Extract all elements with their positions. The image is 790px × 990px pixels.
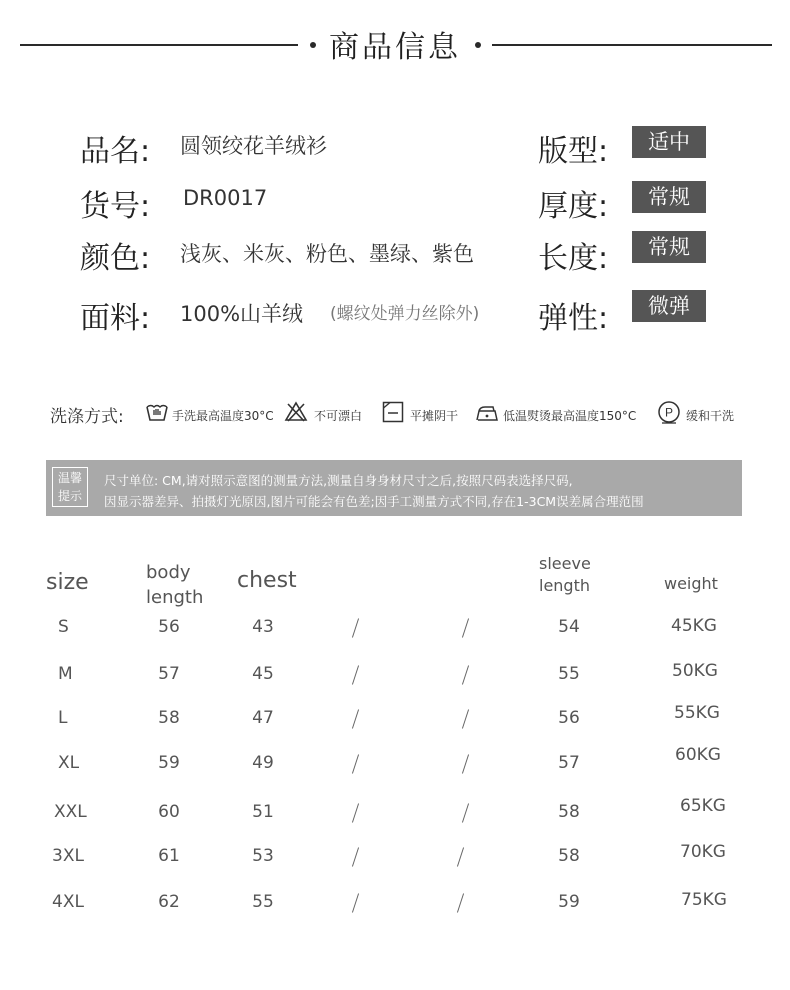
spec-length-label: 长度:: [538, 241, 609, 276]
row-xl-chest: 49: [252, 753, 274, 773]
spec-elasticity-value: 微弹: [632, 290, 706, 322]
product-name-value: 圆领绞花羊绒衫: [180, 134, 327, 158]
row-l-body-length: 58: [158, 708, 180, 728]
notice-badge: [52, 467, 88, 507]
row-s-weight: 45KG: [671, 616, 717, 636]
header-body-length-2: length: [146, 587, 204, 608]
low-iron-icon: [475, 402, 499, 428]
row-m-col5-slash: [462, 665, 469, 684]
row-3xl-chest: 53: [252, 846, 274, 866]
row-4xl-weight: 75KG: [681, 890, 727, 910]
row-s-size: S: [58, 617, 69, 637]
row-xxl-body-length: 60: [158, 802, 180, 822]
product-color-label: 颜色:: [80, 241, 151, 276]
row-s-col4-slash: [352, 618, 359, 637]
spec-thickness-label: 厚度:: [538, 189, 609, 224]
spec-thickness-value: 常规: [632, 181, 706, 213]
care-text-dry-clean: 缓和干洗: [686, 409, 735, 423]
row-l-sleeve: 56: [558, 708, 580, 728]
row-m-col4-slash: [352, 665, 359, 684]
notice-badge-line1: 温馨: [57, 471, 82, 485]
notice-text-line2: 因显示器差异、拍摄灯光原因,图片可能会有色差;因手工测量方式不同,存在1-3CM误差属合理范围: [104, 494, 644, 509]
row-xl-col5-slash: [462, 754, 469, 773]
row-3xl-size: 3XL: [52, 846, 84, 866]
row-3xl-col4-slash: [352, 847, 359, 866]
row-xxl-weight: 65KG: [680, 796, 726, 816]
row-xl-weight: 60KG: [675, 745, 721, 765]
row-4xl-body-length: 62: [158, 892, 180, 912]
row-l-weight: 55KG: [674, 703, 720, 723]
product-color-value: 浅灰、米灰、粉色、墨绿、紫色: [180, 242, 474, 266]
row-s-chest: 43: [252, 617, 274, 637]
spec-fit-value: 适中: [632, 126, 706, 158]
dry-flat-shade-icon: [382, 401, 404, 427]
product-name-label: 品名:: [80, 134, 151, 169]
header-size: size: [46, 570, 89, 595]
row-4xl-col4-slash: [352, 893, 359, 912]
header-sleeve-length-1: sleeve: [539, 554, 591, 573]
care-text-no-bleach: 不可漂白: [314, 409, 363, 423]
row-m-sleeve: 55: [558, 664, 580, 684]
header-chest: chest: [237, 568, 297, 593]
svg-text:P: P: [664, 405, 674, 420]
row-s-col5-slash: [462, 618, 469, 637]
no-bleach-icon: [284, 400, 308, 428]
row-4xl-chest: 55: [252, 892, 274, 912]
row-m-weight: 50KG: [672, 661, 718, 681]
notice-text-line1: 尺寸单位: CM,请对照示意图的测量方法,测量自身身材尺寸之后,按照尺码表选择尺码,: [104, 473, 573, 488]
row-xxl-sleeve: 58: [558, 802, 580, 822]
row-3xl-body-length: 61: [158, 846, 180, 866]
header-line-right: [492, 44, 772, 46]
product-fabric-value: 100%山羊绒: [180, 302, 304, 326]
row-xxl-chest: 51: [252, 802, 274, 822]
row-xxl-col5-slash: [462, 803, 469, 822]
row-xl-sleeve: 57: [558, 753, 580, 773]
row-l-col4-slash: [352, 709, 359, 728]
row-xxl-size: XXL: [54, 802, 87, 822]
spec-fit-label: 版型:: [538, 134, 609, 169]
row-l-col5-slash: [462, 709, 469, 728]
notice-bar: [46, 460, 742, 516]
row-xl-col4-slash: [352, 754, 359, 773]
header-body-length-1: body: [146, 562, 191, 583]
row-3xl-col5-slash: [457, 847, 464, 866]
product-code-label: 货号:: [80, 189, 151, 224]
row-3xl-weight: 70KG: [680, 842, 726, 862]
row-m-size: M: [58, 664, 73, 684]
row-4xl-size: 4XL: [52, 892, 84, 912]
care-title: 洗涤方式:: [50, 407, 124, 427]
care-text-low-iron: 低温熨烫最高温度150°C: [503, 409, 637, 423]
row-xl-size: XL: [58, 753, 80, 773]
row-xl-body-length: 59: [158, 753, 180, 773]
spec-elasticity-label: 弹性:: [538, 301, 609, 336]
row-l-chest: 47: [252, 708, 274, 728]
row-m-body-length: 57: [158, 664, 180, 684]
page-title: 商品信息: [329, 30, 461, 65]
hand-wash-icon: [145, 400, 169, 428]
row-4xl-col5-slash: [457, 893, 464, 912]
row-3xl-sleeve: 58: [558, 846, 580, 866]
dry-clean-p-icon: [657, 400, 681, 428]
product-fabric-note: (螺纹处弹力丝除外): [330, 304, 480, 324]
row-xxl-col4-slash: [352, 803, 359, 822]
spec-length-value: 常规: [632, 231, 706, 263]
row-m-chest: 45: [252, 664, 274, 684]
product-code-value: DR0017: [183, 186, 268, 210]
row-4xl-sleeve: 59: [558, 892, 580, 912]
header-dot-right: [475, 42, 481, 48]
header-weight: weight: [664, 574, 718, 593]
notice-badge-line2: 提示: [57, 489, 82, 503]
header-line-left: [20, 44, 298, 46]
row-s-body-length: 56: [158, 617, 180, 637]
row-l-size: L: [58, 708, 68, 728]
header-sleeve-length-2: length: [539, 576, 590, 595]
care-text-hand-wash: 手洗最高温度30°C: [172, 409, 274, 423]
product-fabric-label: 面料:: [80, 301, 151, 336]
care-text-dry-flat: 平摊阴干: [410, 409, 459, 423]
row-s-sleeve: 54: [558, 617, 580, 637]
